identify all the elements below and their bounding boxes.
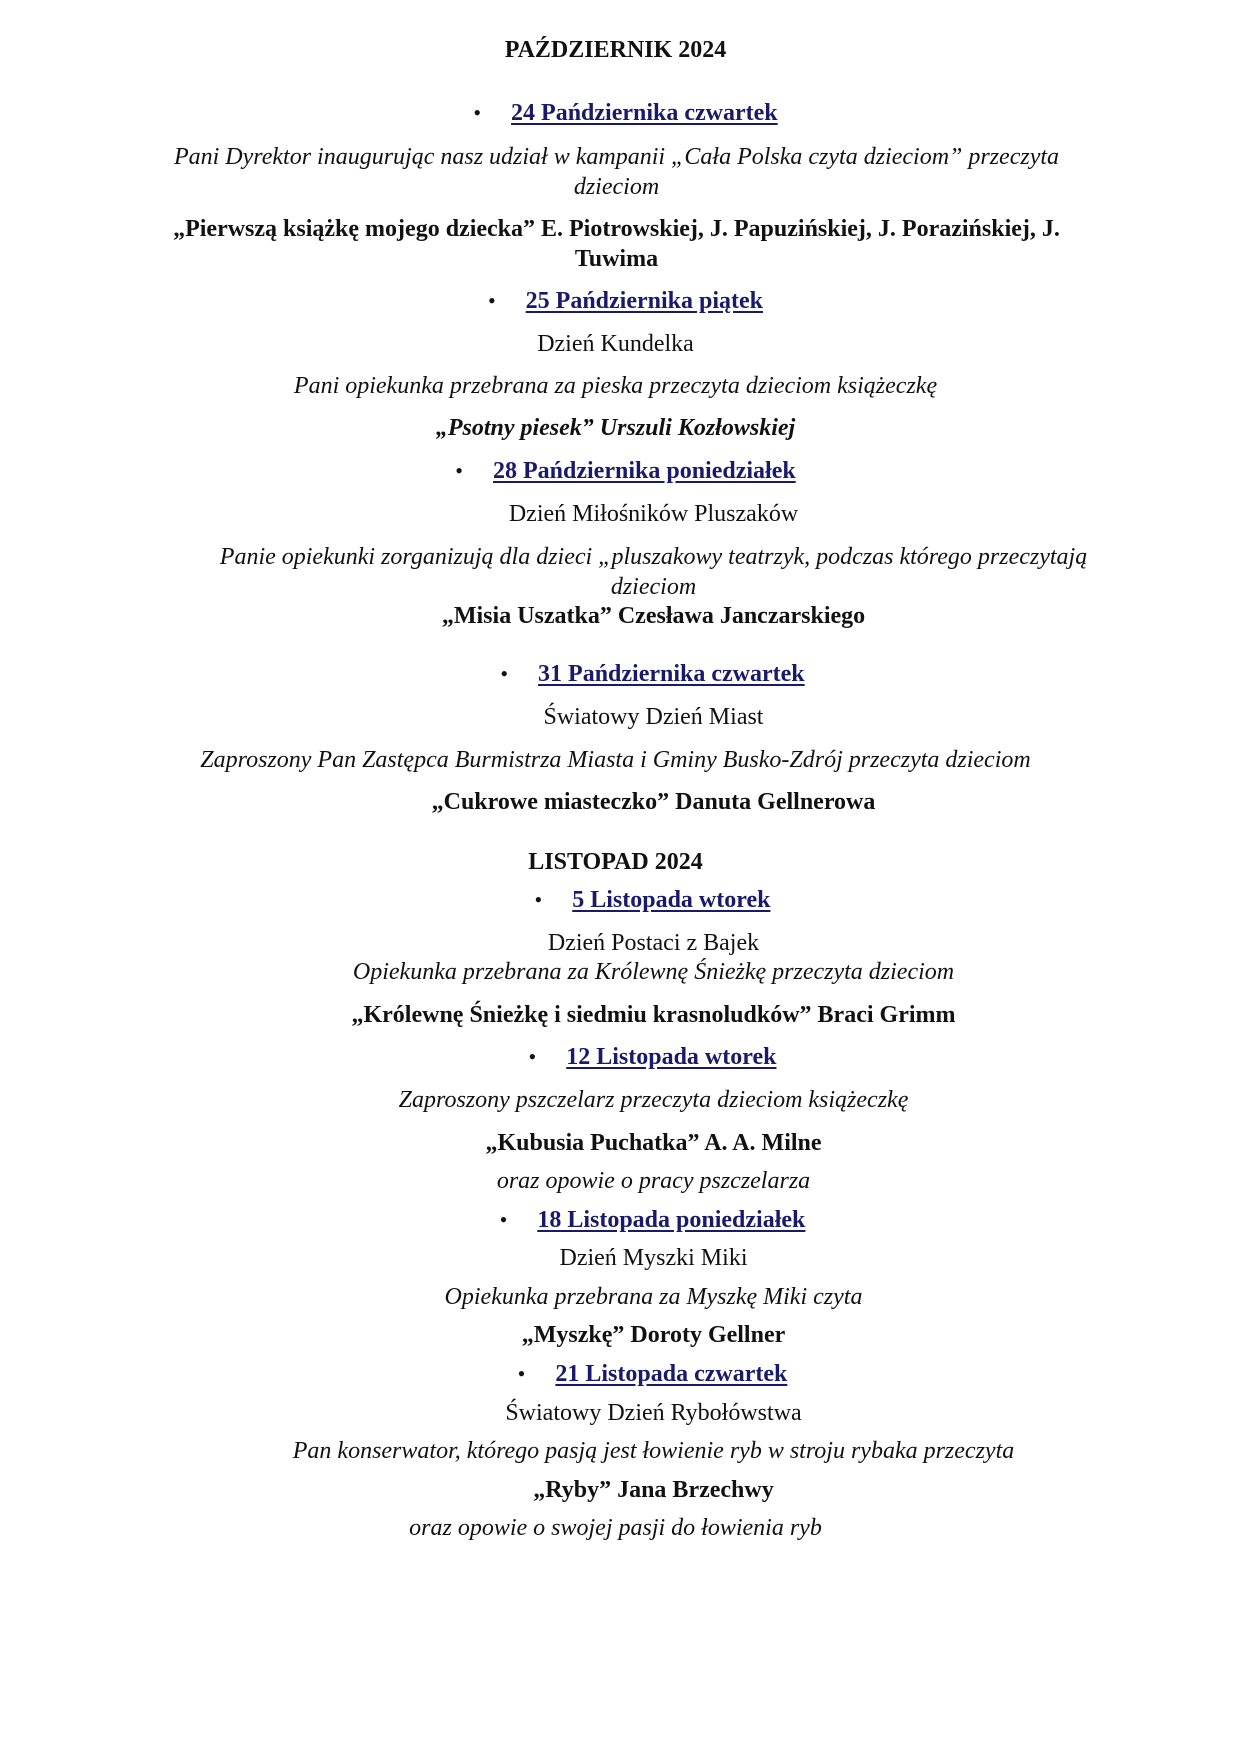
event-date-item[interactable]	[32, 1204, 1241, 1236]
book-title: Tuwima	[574, 246, 659, 272]
event-description: Opiekunka przebrana za Królewnę Śnieżkę przeczyta dzieciom	[352, 959, 955, 985]
event-date-link[interactable]: 21 Listopada czwartek	[555, 1361, 788, 1387]
event-description: Pani opiekunka przebrana za pieska przeczyta dzieciom książeczkę	[293, 373, 938, 399]
book-title: „Królewnę Śnieżkę i siedmiu krasnoludków” Braci Grimm	[351, 1002, 956, 1028]
book-title: „Ryby” Jana Brzechwy	[533, 1477, 774, 1503]
event-occasion: Dzień Myszki Miki	[559, 1245, 748, 1271]
book-title: „Pierwszą książkę mojego dziecka” E. Piotrowskiej, J. Papuzińskiej, J. Porazińskiej, J.	[173, 216, 1060, 242]
month-heading-october: PAŹDZIERNIK 2024	[504, 37, 727, 63]
event-date-link[interactable]: 24 Pańdziernika czwartek	[511, 100, 778, 126]
event-description: dzieciom	[610, 574, 697, 600]
event-date-link[interactable]: 25 Pańdziernika piątek	[525, 288, 764, 314]
event-description: Zaproszony Pan Zastępca Burmistrza Miasta i Gminy Busko-Zdrój przeczyta dzieciom	[200, 747, 1031, 773]
bullet-icon: •	[534, 887, 543, 912]
event-date-link[interactable]: 18 Listopada poniedziałek	[537, 1207, 806, 1233]
event-note: oraz opowie o pracy pszczelarza	[496, 1168, 811, 1194]
event-description: Opiekunka przebrana za Myszkę Miki czyta	[444, 1284, 863, 1310]
month-heading-november: LISTOPAD 2024	[528, 849, 703, 875]
bullet-icon: •	[487, 288, 496, 313]
event-date-link[interactable]: 28 Pańdziernika poniedziałek	[493, 458, 796, 484]
event-occasion: Światowy Dzień Miast	[543, 704, 764, 730]
event-note: oraz opowie o swojej pasji do łowienia ryb	[409, 1515, 822, 1541]
event-date-item[interactable]	[5, 97, 1241, 129]
event-occasion: Dzień Postaci z Bajek	[547, 930, 760, 956]
event-date-item[interactable]	[5, 285, 1241, 317]
bullet-icon: •	[499, 1207, 508, 1232]
bullet-icon: •	[500, 661, 509, 686]
bullet-icon: •	[528, 1044, 537, 1069]
book-title: „Cukrowe miasteczko” Danuta Gellnerowa	[431, 789, 876, 815]
event-date-item[interactable]	[32, 884, 1241, 916]
event-occasion: Dzień Kundelka	[537, 331, 694, 357]
book-title: „Misia Uszatka” Czesława Janczarskiego	[441, 603, 866, 629]
event-description: Pan konserwator, którego pasją jest łowienie ryb w stroju rybaka przeczyta	[292, 1438, 1015, 1464]
event-date-link[interactable]: 5 Listopada wtorek	[572, 887, 771, 913]
event-date-item[interactable]	[32, 658, 1241, 690]
book-title: „Psotny piesek” Urszuli Kozłowskiej	[435, 415, 796, 441]
bullet-icon: •	[455, 458, 463, 483]
book-title: „Kubusia Puchatka” A. A. Milne	[485, 1130, 822, 1156]
event-date-item[interactable]	[32, 1041, 1241, 1073]
event-date-item[interactable]	[5, 455, 1241, 487]
bullet-icon: •	[517, 1361, 526, 1386]
event-description: Zaproszony pszczelarz przeczyta dzieciom książeczkę	[398, 1087, 909, 1113]
event-occasion: Dzień Miłośników Pluszaków	[508, 501, 799, 527]
event-description: Panie opiekunki zorganizują dla dzieci „pluszakowy teatrzyk, podczas którego przeczytają	[219, 544, 1088, 570]
event-description: Pani Dyrektor inaugurując nasz udział w kampanii „Cała Polska czyta dzieciom” przeczyta	[173, 144, 1060, 170]
event-date-item[interactable]	[32, 1358, 1241, 1390]
event-date-link[interactable]: 12 Listopada wtorek	[566, 1044, 777, 1070]
bullet-icon: •	[473, 100, 482, 125]
book-title: „Myszkę” Doroty Gellner	[521, 1322, 786, 1348]
event-occasion: Światowy Dzień Rybołówstwa	[505, 1400, 802, 1426]
event-description: dzieciom	[573, 174, 660, 200]
event-date-link[interactable]: 31 Pańdziernika czwartek	[538, 661, 805, 687]
